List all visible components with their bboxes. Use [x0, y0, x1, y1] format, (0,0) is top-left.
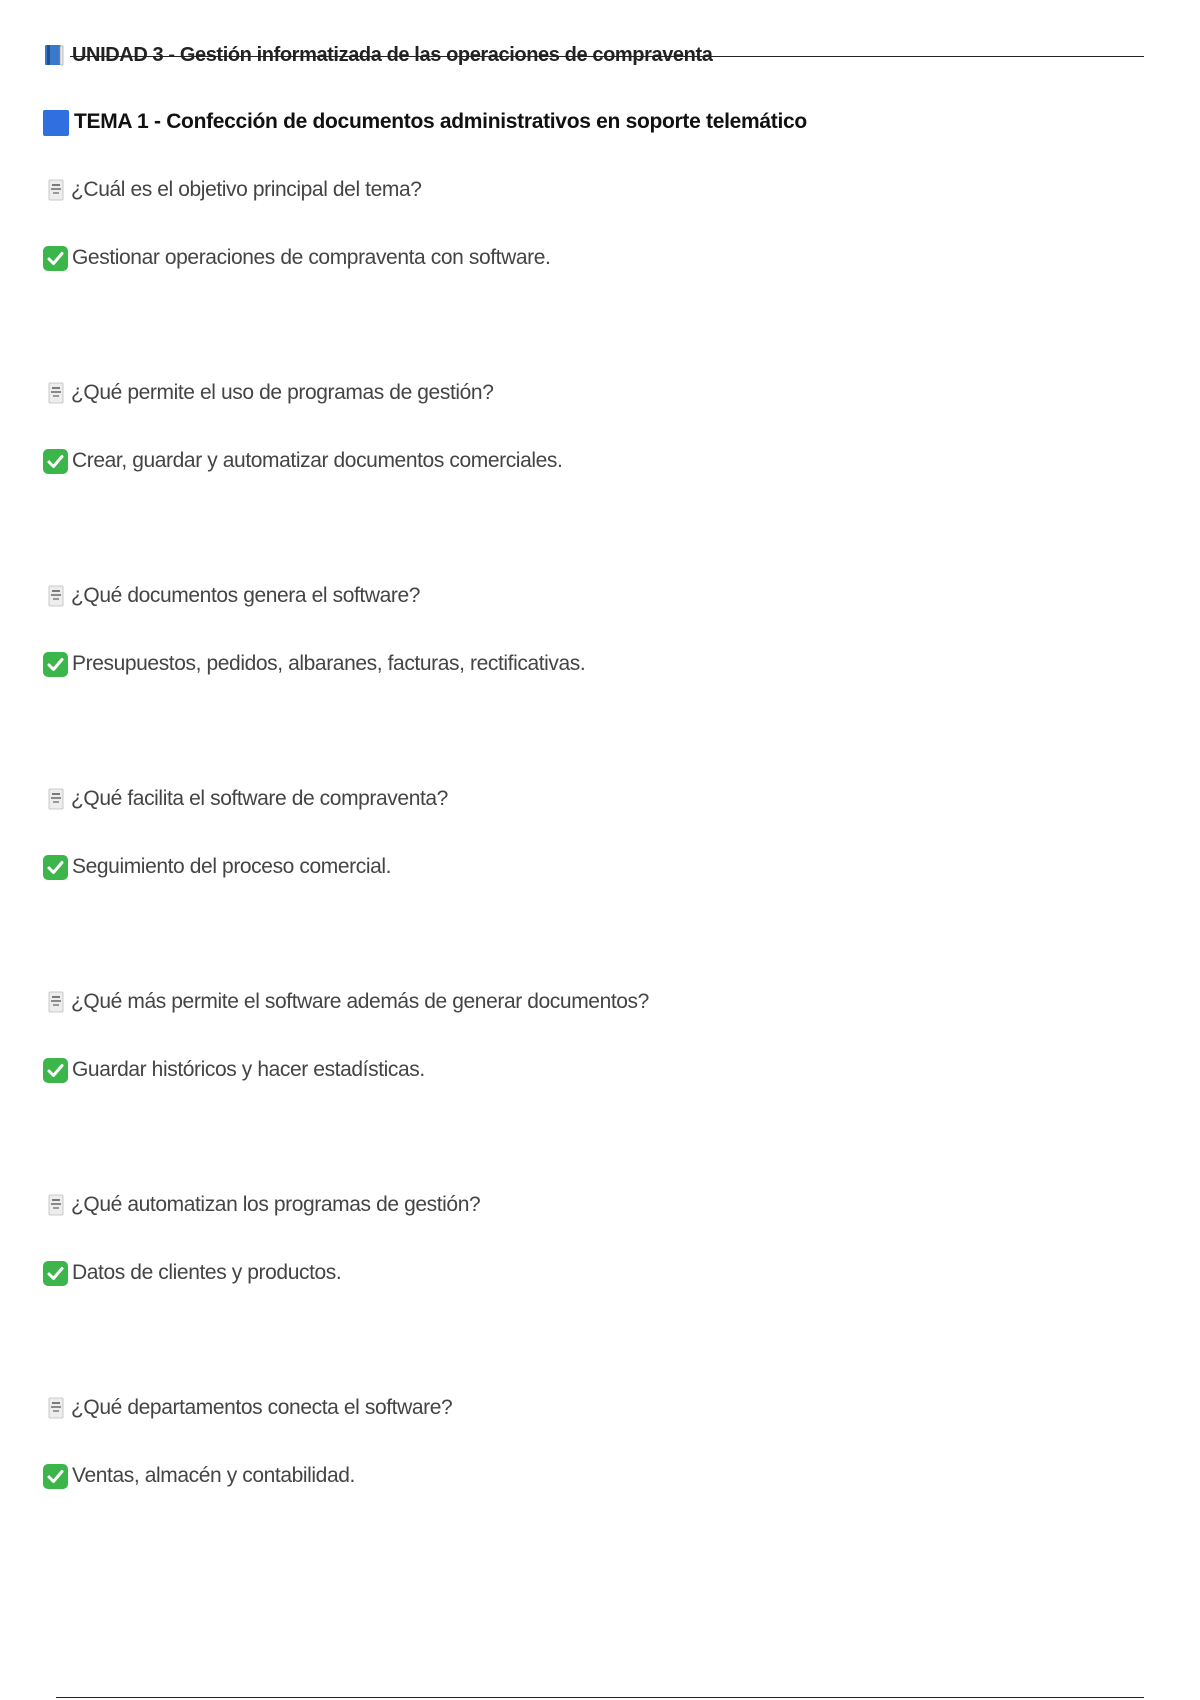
question-text: ¿Qué automatizan los programas de gestión?	[71, 1193, 481, 1216]
question-row	[43, 990, 1143, 1022]
answer-row	[43, 1464, 1143, 1496]
qa-item	[43, 1396, 1143, 1496]
question-icon	[47, 1194, 65, 1216]
qa-item	[43, 787, 1143, 887]
question-text: ¿Qué facilita el software de compraventa?	[71, 787, 448, 810]
answer-row	[43, 246, 1143, 278]
unit-header	[44, 42, 1144, 72]
question-row	[43, 787, 1143, 819]
question-icon	[47, 991, 65, 1013]
book-icon	[44, 43, 66, 67]
question-text: ¿Qué más permite el software además de generar documentos?	[71, 990, 649, 1013]
check-mark-icon	[43, 1464, 68, 1489]
check-mark-icon	[43, 1261, 68, 1286]
check-mark-icon	[43, 652, 68, 677]
question-row	[43, 1193, 1143, 1225]
question-icon	[47, 179, 65, 201]
question-icon	[47, 1397, 65, 1419]
answer-text: Presupuestos, pedidos, albaranes, facturas, rectificativas.	[72, 652, 586, 675]
question-text: ¿Qué documentos genera el software?	[71, 584, 421, 607]
question-row	[43, 178, 1143, 210]
qa-item	[43, 990, 1143, 1090]
unit-title: UNIDAD 3 - Gestión informatizada de las operaciones de compraventa	[72, 44, 713, 66]
qa-item	[43, 381, 1143, 481]
answer-row	[43, 652, 1143, 684]
answer-row	[43, 855, 1143, 887]
question-text: ¿Qué permite el uso de programas de gestión?	[71, 381, 494, 404]
answer-text: Gestionar operaciones de compraventa con software.	[72, 246, 551, 269]
question-icon	[47, 382, 65, 404]
question-row	[43, 381, 1143, 413]
page-bottom-rule	[56, 1697, 1144, 1698]
qa-item	[43, 584, 1143, 684]
question-text: ¿Cuál es el objetivo principal del tema?	[71, 178, 422, 201]
question-icon	[47, 585, 65, 607]
qa-item	[43, 1193, 1143, 1293]
answer-text: Datos de clientes y productos.	[72, 1261, 342, 1284]
check-mark-icon	[43, 855, 68, 880]
answer-text: Seguimiento del proceso comercial.	[72, 855, 392, 878]
question-row	[43, 1396, 1143, 1428]
qa-item	[43, 178, 1143, 278]
question-text: ¿Qué departamentos conecta el software?	[71, 1396, 453, 1419]
question-row	[43, 584, 1143, 616]
answer-text: Guardar históricos y hacer estadísticas.	[72, 1058, 425, 1081]
tema-title: TEMA 1 - Confección de documentos administrativos en soporte telemático	[74, 110, 807, 133]
question-icon	[47, 788, 65, 810]
answer-text: Ventas, almacén y contabilidad.	[72, 1464, 355, 1487]
answer-row	[43, 449, 1143, 481]
check-mark-icon	[43, 449, 68, 474]
answer-row	[43, 1058, 1143, 1090]
answer-text: Crear, guardar y automatizar documentos comerciales.	[72, 449, 563, 472]
blue-square-icon	[43, 110, 69, 136]
answer-row	[43, 1261, 1143, 1293]
check-mark-icon	[43, 1058, 68, 1083]
check-mark-icon	[43, 246, 68, 271]
